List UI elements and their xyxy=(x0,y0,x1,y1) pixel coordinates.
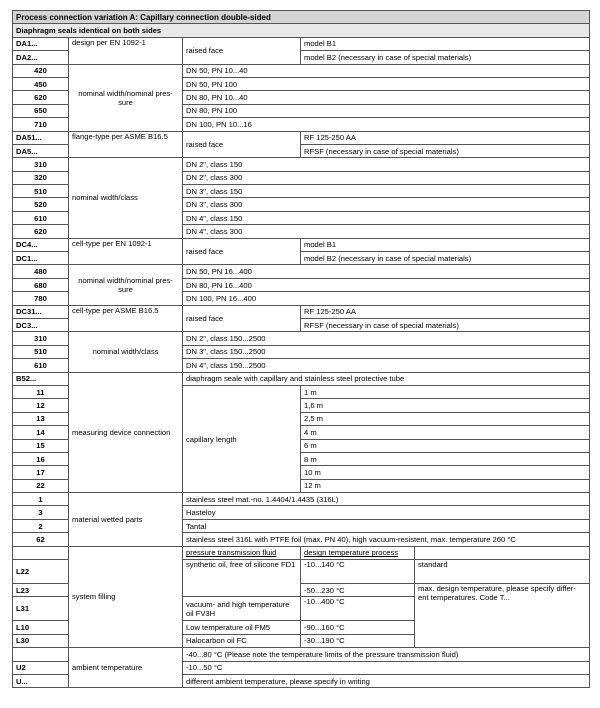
temp-cell: -50...230 °C xyxy=(301,584,415,597)
code-cell: 510 xyxy=(13,345,69,358)
table-row xyxy=(13,37,590,50)
temp-cell: -30...190 °C xyxy=(301,634,415,647)
table-row xyxy=(13,546,590,559)
capillary-label-cell: capillary length xyxy=(183,385,301,492)
table-row xyxy=(13,265,590,278)
desc-cell: flange-type per ASME B16.5 xyxy=(69,131,183,158)
temp-cell: -90...160 °C xyxy=(301,621,415,634)
value-cell: Hasteloy xyxy=(183,506,590,519)
fluid-cell: vacuum- and high temperature oil FV3H xyxy=(183,597,301,621)
value-cell: diaphragm seale with capillary and stainless steel protective tube xyxy=(183,372,590,385)
group-label-cell: nominal width/nominal pres-sure xyxy=(69,64,183,131)
code-cell: B52... xyxy=(13,372,69,385)
value-cell: 1 m xyxy=(301,385,590,398)
code-cell: 710 xyxy=(13,118,69,131)
temp-cell: -10...400 °C xyxy=(301,597,415,621)
value-cell: -40...80 °C (Please note the temperature limits of the pressure transmission fluid) xyxy=(183,648,590,661)
group-label-cell: nominal width/class xyxy=(69,332,183,372)
face-cell: raised face xyxy=(183,131,301,158)
code-cell: 320 xyxy=(13,171,69,184)
note-cell: standard xyxy=(415,560,590,584)
code-cell: 13 xyxy=(13,412,69,425)
group-label-cell: material wetted parts xyxy=(69,493,183,547)
code-cell: U... xyxy=(13,674,69,687)
code-cell: DA5... xyxy=(13,144,69,157)
face-cell: raised face xyxy=(183,305,301,332)
code-cell: DC4... xyxy=(13,238,69,251)
order-code-document xyxy=(12,10,589,688)
value-cell: DN 50, PN 16...400 xyxy=(183,265,590,278)
table-row xyxy=(13,64,590,77)
value-cell: different ambient temperature, please specify in writing xyxy=(183,674,590,687)
value-cell: 6 m xyxy=(301,439,590,452)
temp-cell: -10...140 °C xyxy=(301,560,415,584)
code-cell xyxy=(13,546,69,559)
value-cell: DN 80, PN 100 xyxy=(183,104,590,117)
empty-cell xyxy=(415,546,590,559)
subtitle-row xyxy=(13,24,590,37)
model-cell: model B1 xyxy=(301,37,590,50)
table-row xyxy=(13,158,590,171)
code-cell: 450 xyxy=(13,77,69,90)
code-cell: 16 xyxy=(13,452,69,465)
code-cell: 310 xyxy=(13,158,69,171)
value-cell: Tantal xyxy=(183,519,590,532)
desc-cell: cell-type per ASME B16.5 xyxy=(69,305,183,332)
code-cell: 780 xyxy=(13,292,69,305)
value-cell: DN 100, PN 16...400 xyxy=(183,292,590,305)
note-cell: max. design temperature, please specify differ-ent temperatures. Code T... xyxy=(415,584,590,648)
fluid-header-cell: pressure transmission fluid xyxy=(183,546,301,559)
code-cell: 680 xyxy=(13,278,69,291)
code-cell: DC31... xyxy=(13,305,69,318)
code-cell: 14 xyxy=(13,426,69,439)
code-cell: 11 xyxy=(13,385,69,398)
code-cell: L31 xyxy=(13,597,69,621)
value-cell: 10 m xyxy=(301,466,590,479)
order-code-table xyxy=(12,10,590,688)
model-cell: model B2 (necessary in case of special materials) xyxy=(301,252,590,265)
code-cell: DA2... xyxy=(13,51,69,64)
value-cell: stainless steel mat.-no. 1.4404/1.4435 (316L) xyxy=(183,493,590,506)
value-cell: DN 4", class 300 xyxy=(183,225,590,238)
value-cell: DN 4", class 150 xyxy=(183,211,590,224)
model-cell: model B2 (necessary in case of special materials) xyxy=(301,51,590,64)
value-cell: DN 3", class 300 xyxy=(183,198,590,211)
value-cell: DN 2", class 300 xyxy=(183,171,590,184)
code-cell: 610 xyxy=(13,211,69,224)
code-cell: L10 xyxy=(13,621,69,634)
code-cell: L30 xyxy=(13,634,69,647)
code-cell: 650 xyxy=(13,104,69,117)
code-cell: U2 xyxy=(13,661,69,674)
model-cell: RF 125-250 AA xyxy=(301,305,590,318)
code-cell: 610 xyxy=(13,359,69,372)
code-cell: 22 xyxy=(13,479,69,492)
code-cell: 2 xyxy=(13,519,69,532)
code-cell: 3 xyxy=(13,506,69,519)
value-cell: DN 80, PN 10...40 xyxy=(183,91,590,104)
code-cell: DC3... xyxy=(13,318,69,331)
code-cell: 17 xyxy=(13,466,69,479)
value-cell: DN 3", class 150...2500 xyxy=(183,345,590,358)
model-cell: RFSF (necessary in case of special materials) xyxy=(301,318,590,331)
value-cell: DN 2", class 150...2500 xyxy=(183,332,590,345)
code-cell: DC1... xyxy=(13,252,69,265)
face-cell: raised face xyxy=(183,238,301,265)
code-cell: L22 xyxy=(13,560,69,584)
table-subtitle: Diaphragm seals identical on both sides xyxy=(13,24,590,37)
group-label-cell: nominal width/class xyxy=(69,158,183,238)
face-cell: raised face xyxy=(183,37,301,64)
value-cell: -10...50 °C xyxy=(183,661,590,674)
value-cell: stainless steel 316L with PTFE foil (max. PN 40), high vacuum-resistent, max. temperature 260 °C xyxy=(183,533,590,546)
code-cell xyxy=(13,648,69,661)
model-cell: RFSF (necessary in case of special materials) xyxy=(301,144,590,157)
desc-cell: cell-type per EN 1092-1 xyxy=(69,238,183,265)
group-label-cell: measuring device connection xyxy=(69,372,183,493)
temp-header-cell: design temperature process xyxy=(301,546,415,559)
value-cell: DN 50, PN 10...40 xyxy=(183,64,590,77)
value-cell: 1,6 m xyxy=(301,399,590,412)
table-row xyxy=(13,332,590,345)
fluid-cell: Halocarbon oil FC xyxy=(183,634,301,647)
value-cell: DN 50, PN 100 xyxy=(183,77,590,90)
code-cell: 1 xyxy=(13,493,69,506)
title-row xyxy=(13,11,590,24)
value-cell: DN 3", class 150 xyxy=(183,185,590,198)
code-cell: 620 xyxy=(13,91,69,104)
group-label-cell: nominal width/nominal pres-sure xyxy=(69,265,183,305)
value-cell: 2,5 m xyxy=(301,412,590,425)
fluid-cell: synthetic oil, free of silicone FD1 xyxy=(183,560,301,597)
group-label-cell: ambient temperature xyxy=(69,648,183,688)
table-row xyxy=(13,372,590,385)
value-cell: DN 80, PN 16...400 xyxy=(183,278,590,291)
code-cell: DA1... xyxy=(13,37,69,50)
fluid-cell: Low temperature oil FM5 xyxy=(183,621,301,634)
value-cell: 4 m xyxy=(301,426,590,439)
code-cell: 12 xyxy=(13,399,69,412)
desc-cell: design per EN 1092-1 xyxy=(69,37,183,64)
table-title: Process connection variation A: Capillary connection double-sided xyxy=(13,11,590,24)
code-cell: 480 xyxy=(13,265,69,278)
group-label-cell: system filling xyxy=(69,546,183,648)
table-row xyxy=(13,238,590,251)
code-cell: DA51... xyxy=(13,131,69,144)
value-cell: DN 2", class 150 xyxy=(183,158,590,171)
value-cell: 8 m xyxy=(301,452,590,465)
table-row xyxy=(13,305,590,318)
table-row xyxy=(13,131,590,144)
model-cell: model B1 xyxy=(301,238,590,251)
code-cell: 520 xyxy=(13,198,69,211)
code-cell: 62 xyxy=(13,533,69,546)
code-cell: 420 xyxy=(13,64,69,77)
table-row xyxy=(13,493,590,506)
code-cell: 15 xyxy=(13,439,69,452)
code-cell: 510 xyxy=(13,185,69,198)
code-cell: 620 xyxy=(13,225,69,238)
value-cell: 12 m xyxy=(301,479,590,492)
code-cell: 310 xyxy=(13,332,69,345)
model-cell: RF 125-250 AA xyxy=(301,131,590,144)
table-row xyxy=(13,648,590,661)
value-cell: DN 100, PN 10...16 xyxy=(183,118,590,131)
code-cell: L23 xyxy=(13,584,69,597)
value-cell: DN 4", class 150...2500 xyxy=(183,359,590,372)
